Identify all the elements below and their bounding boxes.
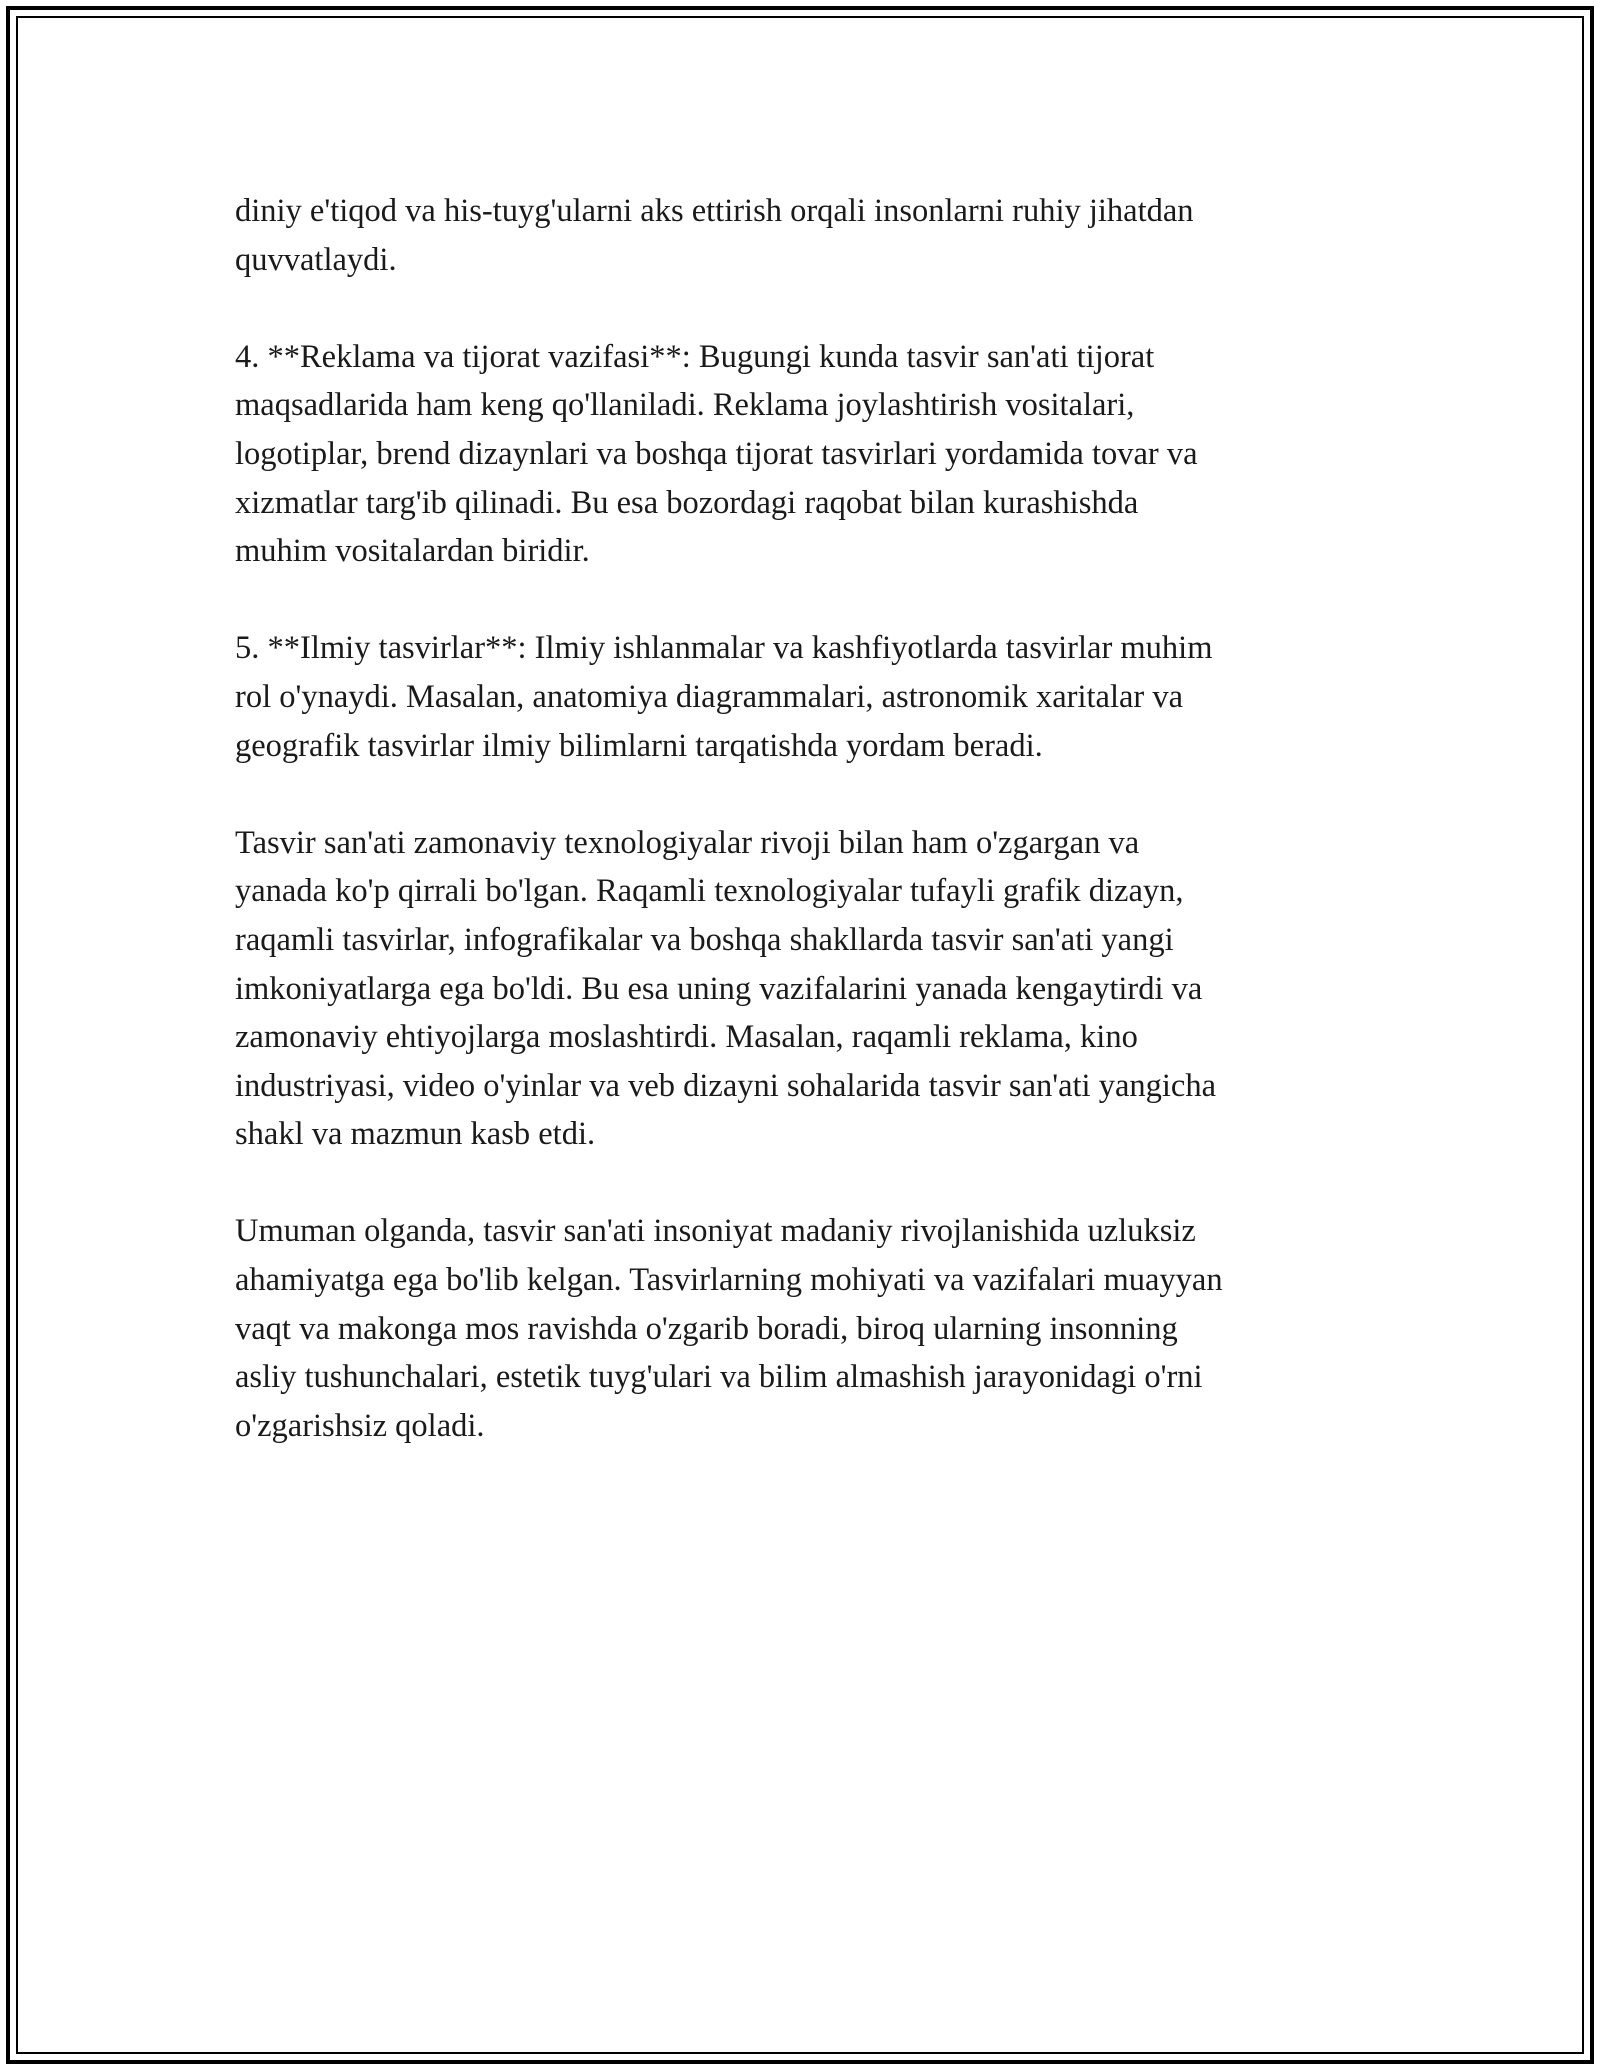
- text-line: 4. **Reklama va tijorat vazifasi**: Bugungi kunda tasvir san'ati tijorat: [235, 338, 1155, 375]
- text-line: xizmatlar targ'ib qilinadi. Bu esa bozordagi raqobat bilan kurashishda: [235, 484, 1139, 521]
- text-line: rol o'ynaydi. Masalan, anatomiya diagrammalari, astronomik xaritalar va: [235, 678, 1184, 715]
- text-line: shakl va mazmun kasb etdi.: [235, 1116, 596, 1153]
- text-line: zamonaviy ehtiyojlarga moslashtirdi. Masalan, raqamli reklama, kino: [235, 1019, 1138, 1056]
- text-line: Umuman olganda, tasvir san'ati insoniyat madaniy rivojlanishida uzluksiz: [235, 1213, 1196, 1250]
- text-line: quvvatlaydi.: [235, 241, 397, 278]
- text-line: imkoniyatlarga ega bo'ldi. Bu esa uning vazifalarini yanada kengaytirdi va: [235, 970, 1203, 1007]
- text-line: industriyasi, video o'yinlar va veb dizayni sohalarida tasvir san'ati yangicha: [235, 1067, 1217, 1104]
- text-line: logotiplar, brend dizaynlari va boshqa tijorat tasvirlari yordamida tovar va: [235, 435, 1198, 472]
- text-line: ahamiyatga ega bo'lib kelgan. Tasvirlarning mohiyati va vazifalari muayyan: [235, 1262, 1223, 1299]
- paragraph-4: [235, 819, 1370, 1159]
- paragraph-2: [235, 333, 1370, 576]
- text-line: asliy tushunchalari, estetik tuyg'ulari va bilim almashish jarayonidagi o'rni: [235, 1359, 1203, 1396]
- paragraph-1: [235, 187, 1370, 284]
- text-line: 5. **Ilmiy tasvirlar**: Ilmiy ishlanmalar va kashfiyotlarda tasvirlar muhim: [235, 630, 1213, 667]
- text-line: o'zgarishsiz qoladi.: [235, 1407, 485, 1444]
- text-line: raqamli tasvirlar, infografikalar va boshqa shakllarda tasvir san'ati yangi: [235, 921, 1174, 958]
- text-line: yanada ko'p qirrali bo'lgan. Raqamli texnologiyalar tufayli grafik dizayn,: [235, 873, 1184, 910]
- text-line: muhim vositalardan biridir.: [235, 533, 590, 570]
- document-body: [235, 187, 1370, 1499]
- text-line: geografik tasvirlar ilmiy bilimlarni tarqatishda yordam beradi.: [235, 727, 1043, 764]
- paragraph-5: [235, 1207, 1370, 1450]
- text-line: diniy e'tiqod va his-tuyg'ularni aks ettirish orqali insonlarni ruhiy jihatdan: [235, 193, 1194, 229]
- paragraph-3: [235, 624, 1370, 770]
- text-line: maqsadlarida ham keng qo'llaniladi. Reklama joylashtirish vositalari,: [235, 387, 1135, 424]
- text-line: vaqt va makonga mos ravishda o'zgarib boradi, biroq ularning insonning: [235, 1310, 1178, 1347]
- text-line: Tasvir san'ati zamonaviy texnologiyalar rivoji bilan ham o'zgargan va: [235, 824, 1140, 861]
